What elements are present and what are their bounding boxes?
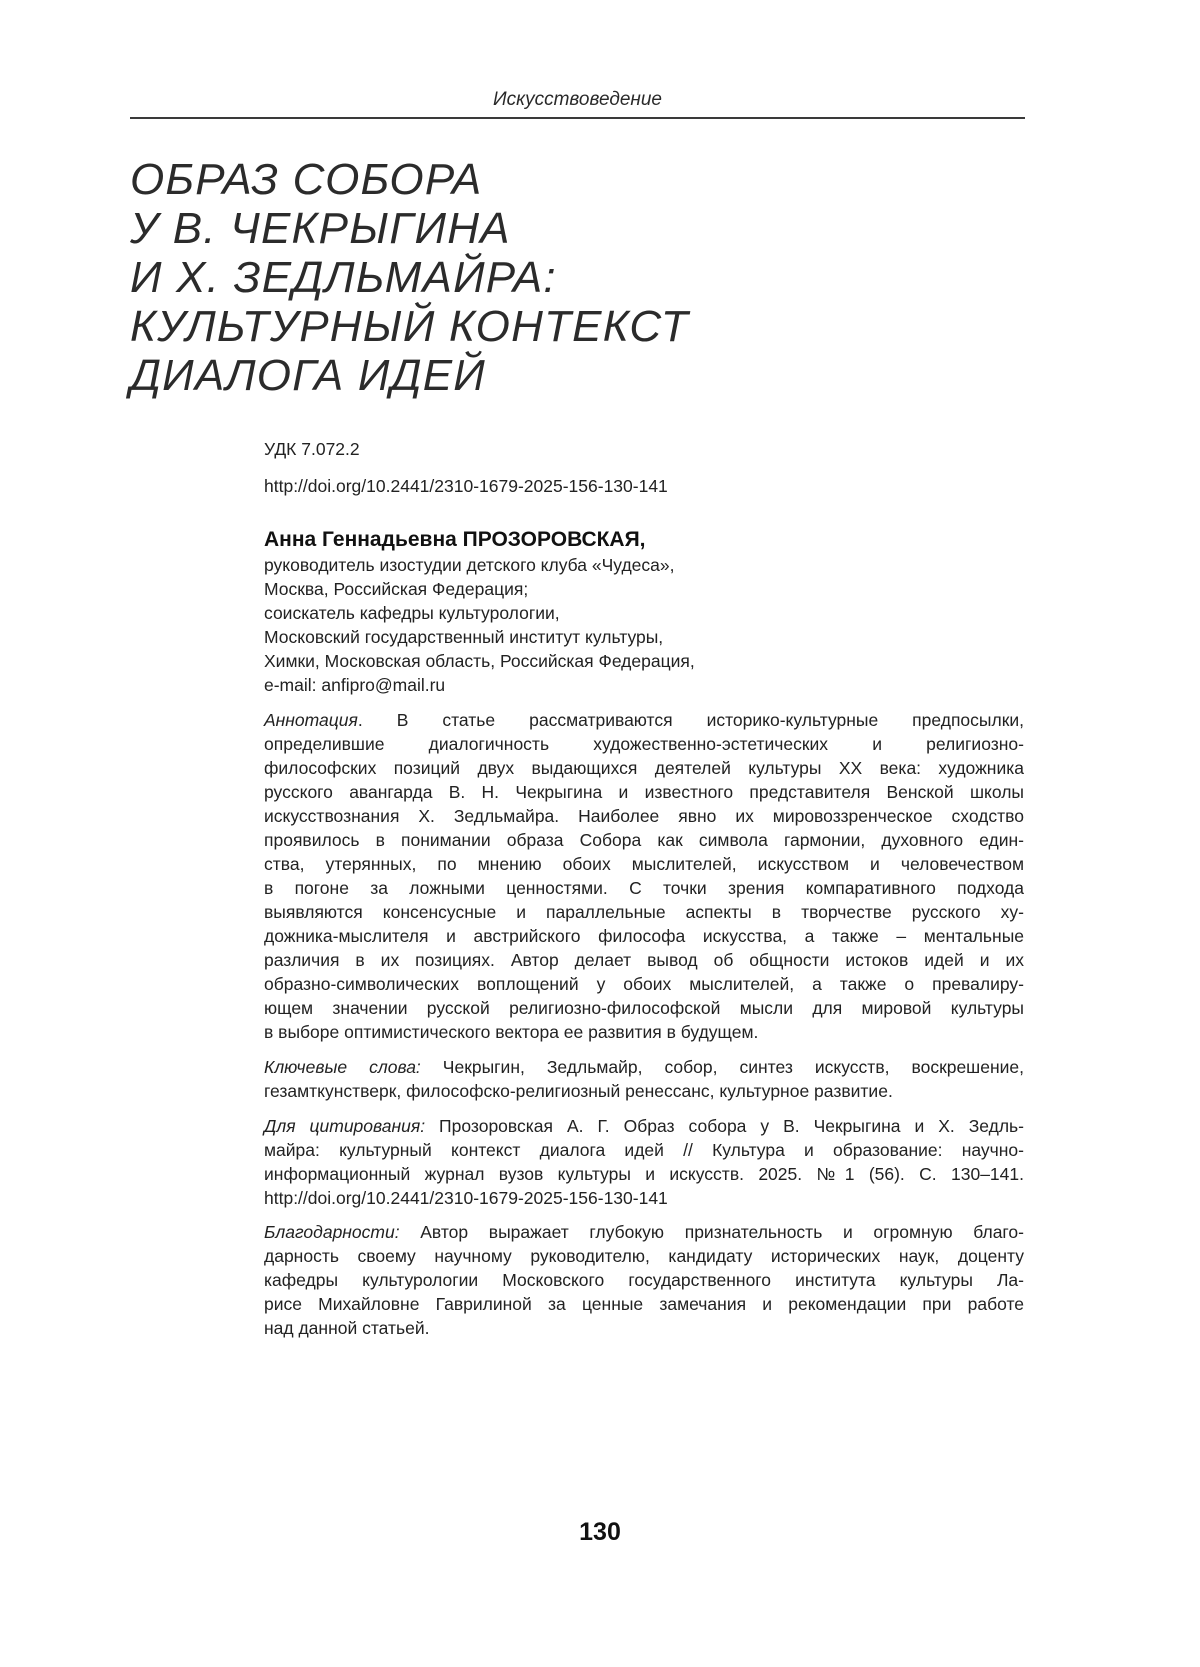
citation-doi-link[interactable]: http://doi.org/10.2441/2310-1679-2025-156-130-141 — [264, 1188, 668, 1208]
abstract-line: выявляются консенсусные и параллельные аспекты в творчестве русского ху- — [264, 902, 1024, 922]
doi-link[interactable]: http://doi.org/10.2441/2310-1679-2025-156-130-141 — [264, 476, 668, 496]
citation — [264, 1114, 1024, 1210]
abstract-line: различия в их позициях. Автор делает вывод об общности истоков идей и их — [264, 950, 1024, 970]
affiliation-line: Московский государственный институт культуры, — [264, 627, 664, 647]
acknowledgements-label: Благодарности: — [264, 1222, 400, 1242]
abstract-line: ющем значении русской религиозно-философской мысли для мировой культуры — [264, 998, 1024, 1018]
keywords — [264, 1055, 1024, 1103]
keywords-line: гезамткунстверк, философско-религиозный ренессанс, культурное развитие. — [264, 1081, 893, 1101]
title-line: ОБРАЗ СОБОРА — [130, 155, 483, 204]
affiliation-line: соискатель кафедры культурологии, — [264, 603, 560, 623]
citation-line: майра: культурный контекст диалога идей // Культура и образование: научно- — [264, 1140, 1024, 1160]
abstract-text: . В статье рассматриваются историко-культурные предпосылки, — [357, 710, 1024, 730]
abstract-line: русского авангарда В. Н. Чекрыгина и известного представителя Венской школы — [264, 782, 1024, 802]
title-line: У В. ЧЕКРЫГИНА — [130, 204, 511, 253]
title-line: ДИАЛОГА ИДЕЙ — [130, 351, 486, 400]
acknowledgements-line: кафедры культурологии Московского государственного института культуры Ла- — [264, 1270, 1024, 1290]
author-email[interactable]: e-mail: anfipro@mail.ru — [264, 675, 446, 695]
abstract-line — [264, 708, 1024, 732]
abstract-line: философских позиций двух выдающихся деятелей культуры XX века: художника — [264, 758, 1024, 778]
affiliation-line: Москва, Российская Федерация; — [264, 579, 529, 599]
acknowledgements-line: над данной статьей. — [264, 1318, 430, 1338]
title-line: И Х. ЗЕДЛЬМАЙРА: — [130, 253, 557, 302]
abstract — [264, 708, 1024, 1044]
header-divider — [130, 117, 1025, 119]
keywords-label: Ключевые слова: — [264, 1057, 421, 1077]
citation-line: информационный журнал вузов культуры и искусств. 2025. №1 (56). С. 130–141. — [264, 1164, 1024, 1184]
running-header: Искусствоведение — [493, 89, 662, 110]
author-name: Анна Геннадьевна ПРОЗОРОВСКАЯ, — [264, 528, 646, 551]
abstract-line: ства, утерянных, по мнению обоих мыслителей, искусством и человечеством — [264, 854, 1024, 874]
abstract-line: дожника-мыслителя и австрийского философа искусства, а также – ментальные — [264, 926, 1024, 946]
citation-label: Для цитирования: — [264, 1116, 426, 1136]
acknowledgements-text: Автор выражает глубокую признательность и огромную благо- — [399, 1222, 1024, 1242]
article-title — [130, 155, 1030, 400]
citation-line — [264, 1114, 1024, 1138]
abstract-line: образно-символических воплощений у обоих мыслителей, а также о превалиру- — [264, 974, 1024, 994]
acknowledgements-line: рисе Михайловне Гаврилиной за ценные замечания и рекомендации при работе — [264, 1294, 1024, 1314]
abstract-line: в погоне за ложными ценностями. С точки зрения компаративного подхода — [264, 878, 1024, 898]
affiliation-line: Химки, Московская область, Российская Федерация, — [264, 651, 695, 671]
abstract-line: проявилось в понимании образа Собора как символа гармонии, духовного един- — [264, 830, 1024, 850]
keywords-text: Чекрыгин, Зедльмайр, собор, синтез искусств, воскрешение, — [420, 1057, 1024, 1077]
abstract-line: искусствознания Х. Зедльмайра. Наиболее явно их мировоззренческое сходство — [264, 806, 1024, 826]
acknowledgements-line — [264, 1220, 1024, 1244]
abstract-line: определившие диалогичность художественно-эстетических и религиозно- — [264, 734, 1024, 754]
abstract-label: Аннотация — [264, 710, 358, 730]
keywords-line — [264, 1055, 1024, 1079]
page-number: 130 — [579, 1518, 621, 1546]
title-line: КУЛЬТУРНЫЙ КОНТЕКСТ — [130, 302, 689, 351]
author-block — [264, 527, 1024, 697]
acknowledgements — [264, 1220, 1024, 1340]
citation-text: Прозоровская А. Г. Образ собора у В. Чекрыгина и Х. Зедль- — [425, 1116, 1024, 1136]
abstract-line: в выборе оптимистического вектора ее развития в будущем. — [264, 1022, 759, 1042]
udk-code: УДК 7.072.2 — [264, 439, 360, 459]
acknowledgements-line: дарность своему научному руководителю, кандидату исторических наук, доценту — [264, 1246, 1024, 1266]
affiliation-line: руководитель изостудии детского клуба «Чудеса», — [264, 555, 675, 575]
